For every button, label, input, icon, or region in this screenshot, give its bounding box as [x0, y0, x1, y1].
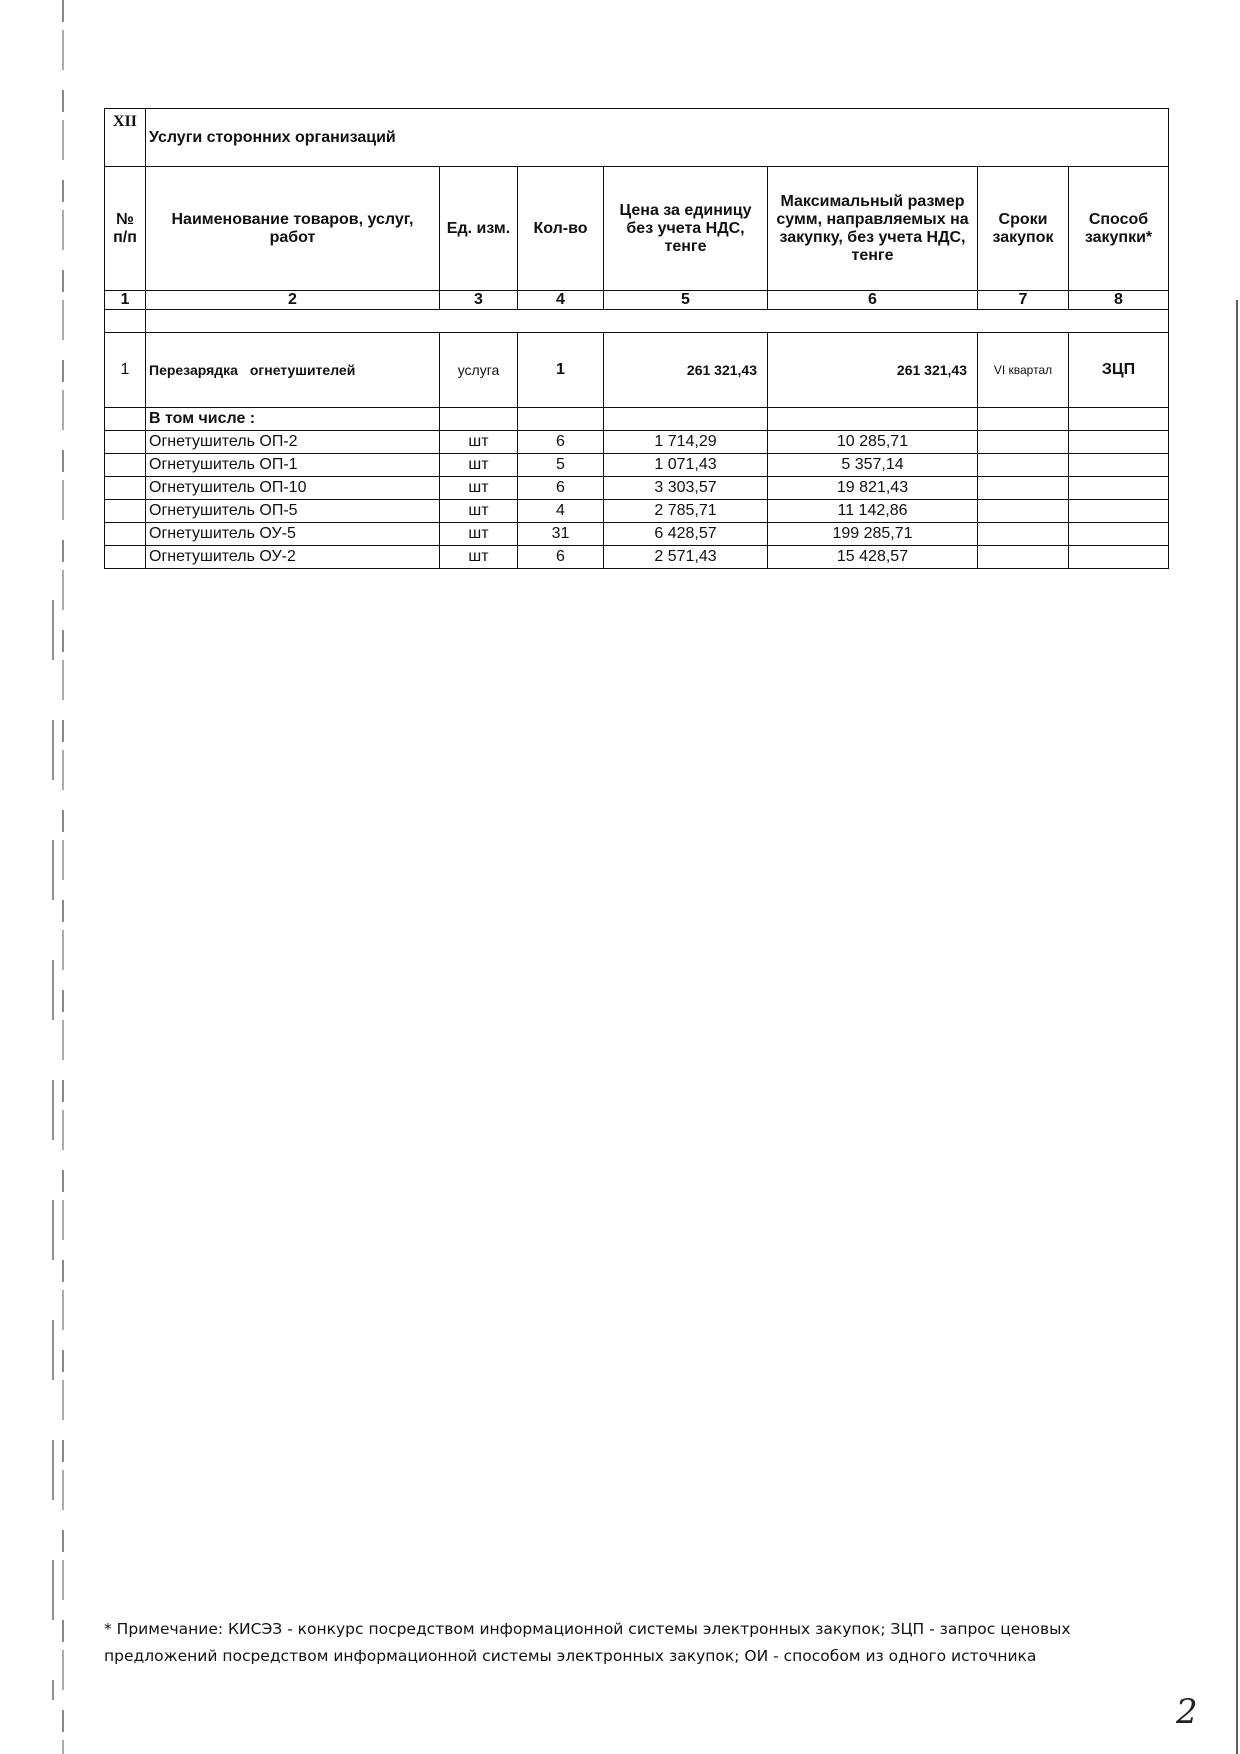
empty-cell: [105, 546, 146, 569]
empty-cell: [768, 408, 978, 431]
empty-cell: [978, 408, 1069, 431]
sub-item-price: 2 785,71: [604, 500, 768, 523]
sub-item-name: Огнетушитель ОП-10: [146, 477, 440, 500]
column-number-row: [105, 291, 1169, 310]
item-price: 261 321,43: [604, 333, 768, 408]
item-method: ЗЦП: [1069, 333, 1169, 408]
column-number: 3: [440, 291, 518, 310]
empty-cell: [1069, 477, 1169, 500]
empty-cell: [978, 477, 1069, 500]
header-max-sum: Максимальный размер сумм, направляемых на закупку, без учета НДС, тенге: [768, 167, 978, 291]
empty-cell: [105, 523, 146, 546]
empty-cell: [105, 454, 146, 477]
empty-cell: [105, 431, 146, 454]
table-row: [105, 477, 1169, 500]
empty-cell: [978, 523, 1069, 546]
sub-item-sum: 10 285,71: [768, 431, 978, 454]
empty-cell: [1069, 500, 1169, 523]
table-row: [105, 500, 1169, 523]
table-row: [105, 431, 1169, 454]
empty-cell: [1069, 408, 1169, 431]
empty-cell: [978, 500, 1069, 523]
item-sum: 261 321,43: [768, 333, 978, 408]
sub-item-unit: шт: [440, 454, 518, 477]
header-price: Цена за единицу без учета НДС, тенге: [604, 167, 768, 291]
column-number: 7: [978, 291, 1069, 310]
scan-edge-mark: [52, 600, 54, 1700]
empty-cell: [604, 408, 768, 431]
empty-cell: [978, 454, 1069, 477]
empty-cell: [440, 408, 518, 431]
empty-cell: [1069, 546, 1169, 569]
column-number: 4: [518, 291, 604, 310]
sub-item-qty: 6: [518, 477, 604, 500]
spacer-cell: [146, 310, 1169, 333]
sub-item-qty: 6: [518, 431, 604, 454]
item-qty: 1: [518, 333, 604, 408]
sub-item-name: Огнетушитель ОУ-2: [146, 546, 440, 569]
including-row: [105, 408, 1169, 431]
sub-item-sum: 5 357,14: [768, 454, 978, 477]
section-code: XII: [105, 109, 146, 167]
empty-cell: [1069, 431, 1169, 454]
header-terms: Сроки закупок: [978, 167, 1069, 291]
header-method: Способ закупки*: [1069, 167, 1169, 291]
empty-cell: [105, 408, 146, 431]
spacer-cell: [105, 310, 146, 333]
scan-edge-mark: [1236, 300, 1238, 1754]
sub-item-price: 2 571,43: [604, 546, 768, 569]
header-unit: Ед. изм.: [440, 167, 518, 291]
section-title: Услуги сторонних организаций: [146, 109, 1169, 167]
sub-item-unit: шт: [440, 431, 518, 454]
empty-cell: [1069, 454, 1169, 477]
item-name: Перезарядка огнетушителей: [146, 333, 440, 408]
page-number: 2: [1176, 1692, 1198, 1732]
header-qty: Кол-во: [518, 167, 604, 291]
column-number: 1: [105, 291, 146, 310]
scan-edge-mark: [62, 0, 64, 1754]
sub-item-price: 6 428,57: [604, 523, 768, 546]
column-number: 2: [146, 291, 440, 310]
table-row: [105, 523, 1169, 546]
sub-item-sum: 11 142,86: [768, 500, 978, 523]
main-item-row: [105, 333, 1169, 408]
table-row: [105, 546, 1169, 569]
sub-item-qty: 5: [518, 454, 604, 477]
sub-item-price: 1 071,43: [604, 454, 768, 477]
spacer-row: [105, 310, 1169, 333]
sub-item-sum: 199 285,71: [768, 523, 978, 546]
sub-item-name: Огнетушитель ОП-2: [146, 431, 440, 454]
sub-item-qty: 31: [518, 523, 604, 546]
empty-cell: [978, 546, 1069, 569]
column-number: 8: [1069, 291, 1169, 310]
sub-item-name: Огнетушитель ОП-5: [146, 500, 440, 523]
sub-item-price: 1 714,29: [604, 431, 768, 454]
sub-item-unit: шт: [440, 477, 518, 500]
column-header-row: [105, 167, 1169, 291]
header-num: № п/п: [105, 167, 146, 291]
sub-item-qty: 6: [518, 546, 604, 569]
sub-item-unit: шт: [440, 523, 518, 546]
sub-item-sum: 15 428,57: [768, 546, 978, 569]
sub-item-unit: шт: [440, 500, 518, 523]
empty-cell: [105, 477, 146, 500]
item-terms: VI квартал: [978, 333, 1069, 408]
column-number: 6: [768, 291, 978, 310]
empty-cell: [1069, 523, 1169, 546]
procurement-table: [104, 108, 1169, 569]
empty-cell: [978, 431, 1069, 454]
sub-item-name: Огнетушитель ОУ-5: [146, 523, 440, 546]
sub-item-sum: 19 821,43: [768, 477, 978, 500]
including-label: В том числе :: [146, 408, 440, 431]
empty-cell: [518, 408, 604, 431]
empty-cell: [105, 500, 146, 523]
sub-item-qty: 4: [518, 500, 604, 523]
sub-item-price: 3 303,57: [604, 477, 768, 500]
footnote: * Примечание: КИСЭЗ - конкурс посредством информационной системы электронных закупок; ЗЦП - запрос ценовых предложений посредством информационной системы электронных закупок; ОИ - способом из одного источника: [104, 1620, 1071, 1665]
item-unit: услуга: [440, 333, 518, 408]
item-num: 1: [105, 333, 146, 408]
table-row: [105, 454, 1169, 477]
sub-item-unit: шт: [440, 546, 518, 569]
sub-item-name: Огнетушитель ОП-1: [146, 454, 440, 477]
header-name: Наименование товаров, услуг, работ: [146, 167, 440, 291]
section-header-row: [105, 109, 1169, 167]
column-number: 5: [604, 291, 768, 310]
